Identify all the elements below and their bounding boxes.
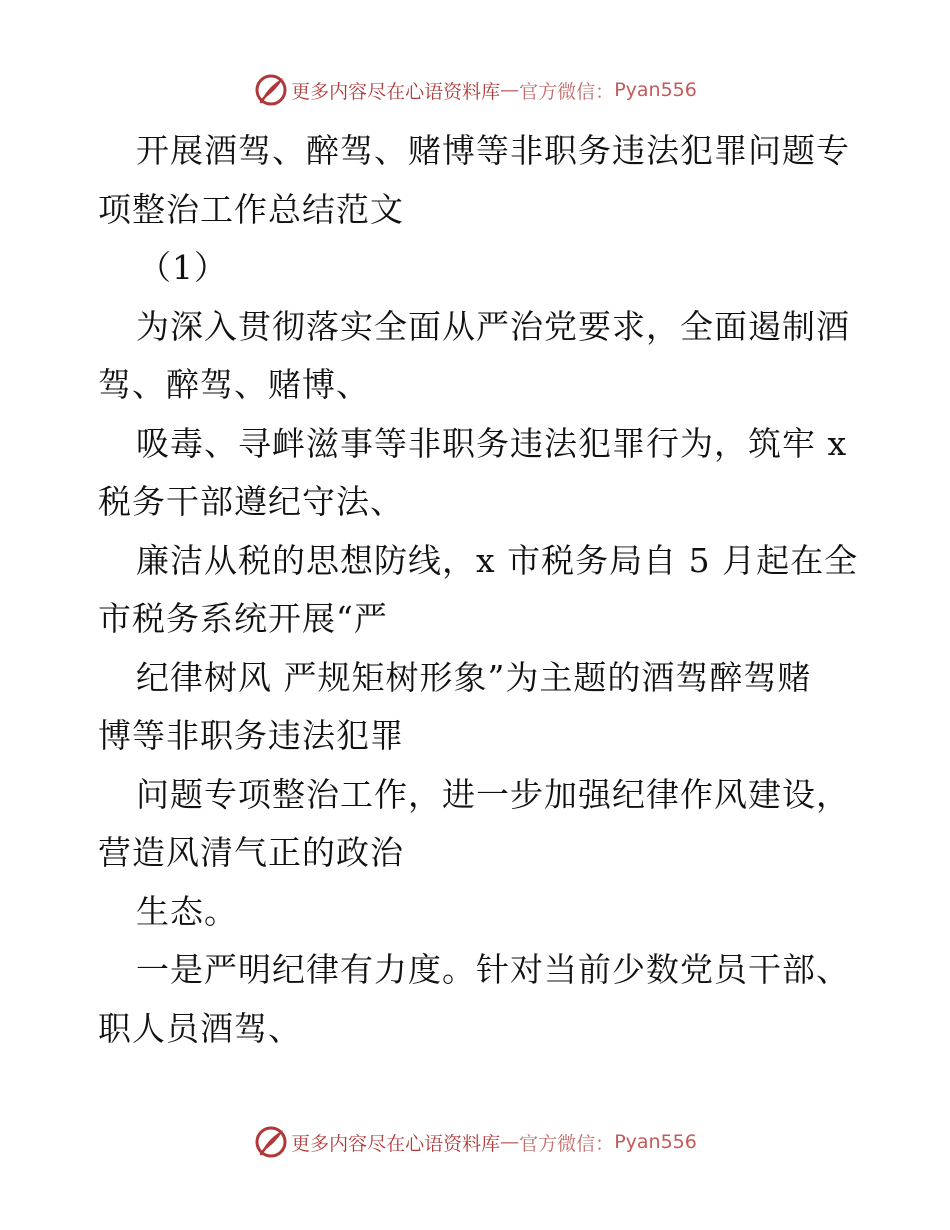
paragraph-line: 纪律树风 严规矩树形象”为主题的酒驾醉驾赌 xyxy=(136,657,812,697)
document-body xyxy=(98,122,858,1058)
title-line-1: 开展酒驾、醉驾、赌博等非职务违法犯罪问题专 xyxy=(136,131,850,170)
paragraph-line: 生态。 xyxy=(136,891,238,931)
paragraph-line: 问题专项整治工作，进一步加强纪律作风建设， xyxy=(136,774,850,814)
watermark-title: 更多内容尽在心语资料库 xyxy=(291,80,501,103)
title-line-2: 项整治工作总结范文 xyxy=(98,189,404,229)
watermark-title: 更多内容尽在心语资料库 xyxy=(291,1132,501,1155)
feather-circle-logo-icon xyxy=(253,72,289,108)
paragraph-line: 营造风清气正的政治 xyxy=(98,833,404,872)
watermark-dash: — xyxy=(500,79,520,101)
paragraph-line: 为深入贯彻落实全面从严治党要求，全面遏制酒 xyxy=(136,306,850,346)
feather-circle-logo-icon xyxy=(253,1124,289,1160)
paragraph-line: 博等非职务违法犯罪 xyxy=(98,716,404,755)
paragraph-line: 税务干部遵纪守法、 xyxy=(98,482,404,521)
watermark-dash: — xyxy=(500,1131,520,1153)
section-number: （1） xyxy=(138,248,228,287)
header-watermark xyxy=(0,72,950,108)
paragraph-line: 廉洁从税的思想防线，x 市税务局自 5 月起在全 xyxy=(136,540,859,580)
watermark-label: 官方微信： xyxy=(519,1132,615,1155)
watermark-wechat-id: Pyan556 xyxy=(614,79,697,101)
paragraph-line: 职人员酒驾、 xyxy=(98,1008,302,1048)
paragraph-line: 市税务系统开展“严 xyxy=(98,599,388,638)
paragraph-line: 驾、醉驾、赌博、 xyxy=(98,365,370,404)
paragraph-line: 吸毒、寻衅滋事等非职务违法犯罪行为，筑牢 x xyxy=(136,423,848,463)
paragraph-line: 一是严明纪律有力度。针对当前少数党员干部、 xyxy=(136,950,850,989)
watermark-label: 官方微信： xyxy=(519,80,615,103)
watermark-wechat-id: Pyan556 xyxy=(614,1131,697,1153)
footer-watermark xyxy=(0,1124,950,1160)
